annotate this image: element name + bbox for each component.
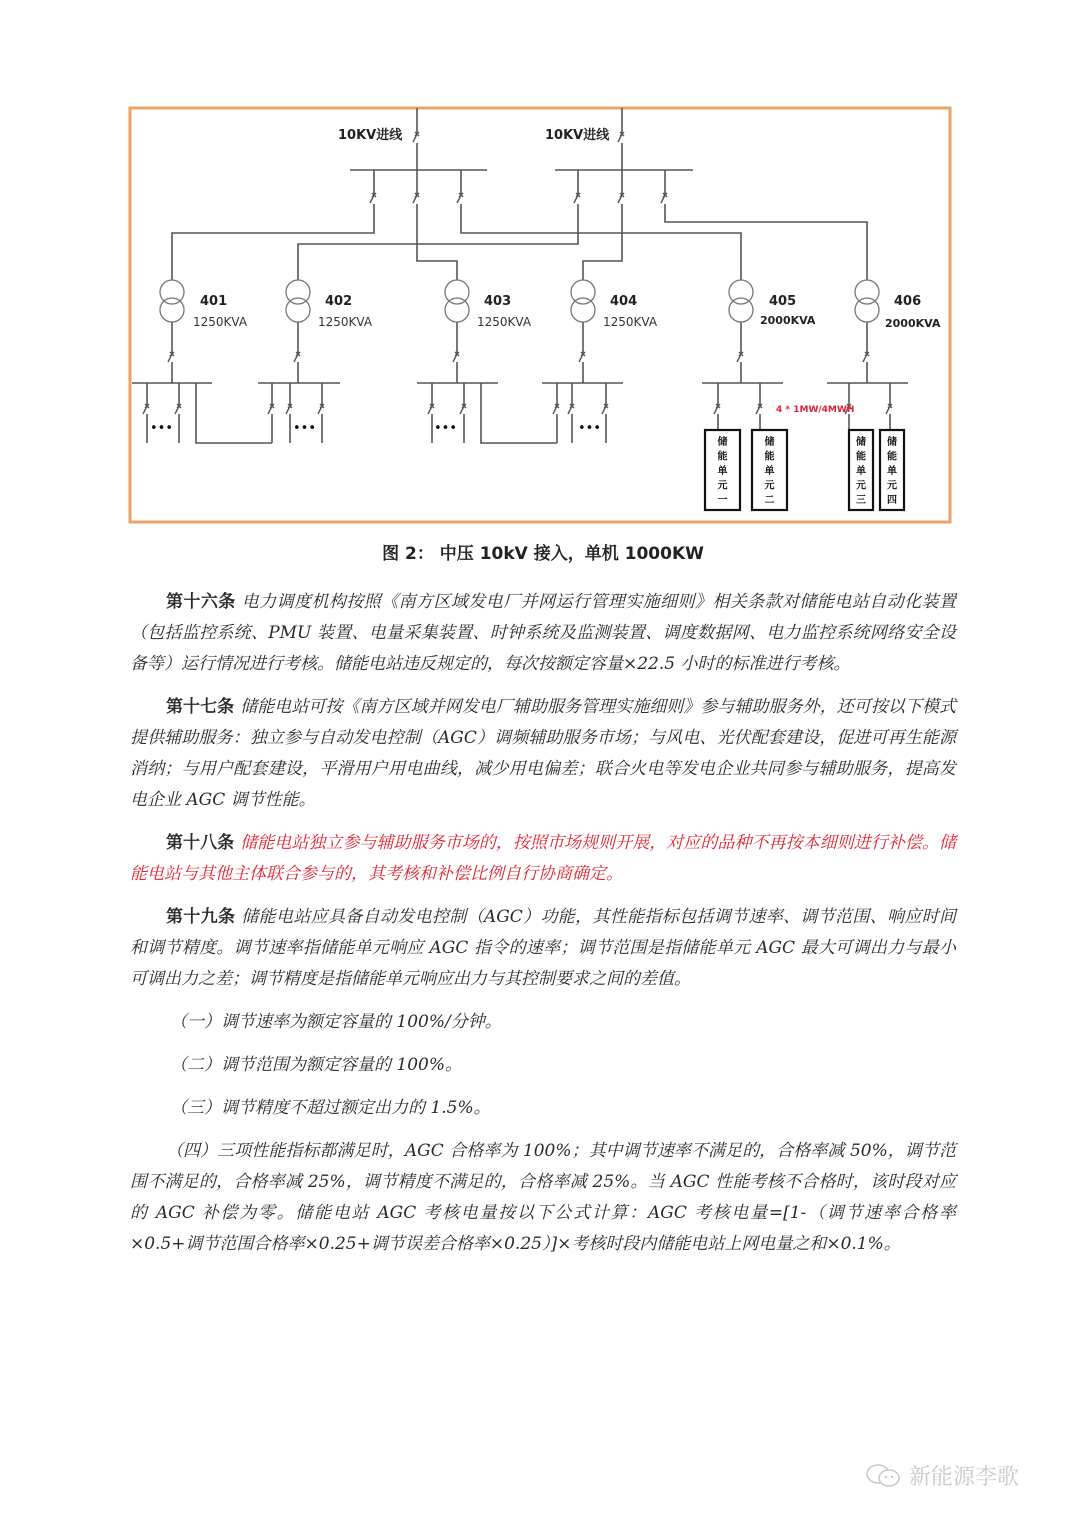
transformer-405-rating: 2000KVA <box>760 314 816 327</box>
transformer-406-rating: 2000KVA <box>885 317 941 330</box>
article-17-body: 储能电站可按《南方区域并网发电厂辅助服务管理实施细则》参与辅助服务外，还可按以下模式提供辅助服务：独立参与自动发电控制（AGC）调频辅助服务市场；与风电、光伏配套建设，促进可再生能源消纳；与用户配套建设，平滑用户用电曲线，减少用电偏差；联合火电等发电企业共同参与辅助服务，提高发电企业 AGC 调节性能。 <box>130 697 957 810</box>
feed-404-route <box>583 204 622 280</box>
article-18-lead: 第十八条 <box>166 833 235 853</box>
wechat-icon <box>865 1463 903 1489</box>
storage-unit-2 <box>752 430 787 510</box>
storage-unit-3 <box>849 430 873 510</box>
transformer-401-id: 401 <box>200 294 228 309</box>
article-19 <box>130 902 956 995</box>
transformer-403-rating: 1250KVA <box>477 315 532 329</box>
outgoing-breaker-icon <box>428 404 434 414</box>
lv-breaker-1-icon <box>168 352 174 362</box>
article-18-body: 储能电站独立参与辅助服务市场的，按照市场规则开展，对应的品种不再按本细则进行补偿。储能电站与其他主体联合参与的，其考核和补偿比例自行协商确定。 <box>130 833 957 884</box>
figure-caption: 图 2： 中压 10kV 接入，单机 1000KW <box>382 544 704 564</box>
ellipsis-bus-401: ••• <box>150 421 174 436</box>
feeder-breaker-1-icon <box>413 132 419 142</box>
requirement-4: （四）三项性能指标都满足时，AGC 合格率为 100%；其中调节速率不满足的，合格率减 50%，调节范围不满足的，合格率减 25%，调节精度不满足的，合格率减 25%。当 AGC 性能考核不合格时，该时段对应的 AGC 补偿为零。储能电站 AGC 考核电量按以下公式计算：AGC 考核电量=[1-（调节速率合格率×0.5+调节范围合格率×0.25+调节误差合格率×0.25）]×考核时段内储能电站上网电量之和×0.1%。 <box>130 1141 956 1254</box>
storage-unit-char: 一 <box>717 495 728 506</box>
lv-breaker-3-icon <box>453 352 459 362</box>
diagram-frame <box>130 108 950 522</box>
requirement-2: （二）调节范围为额定容量的 100%。 <box>170 1055 463 1075</box>
storage-unit-char: 能 <box>717 451 728 463</box>
outgoing-breaker-icon <box>318 404 324 414</box>
requirement-3: （三）调节精度不超过额定出力的 1.5%。 <box>170 1098 491 1118</box>
outgoing-breaker-icon <box>568 404 574 414</box>
outgoing-breaker-icon <box>602 404 608 414</box>
transformer-icon <box>160 280 184 322</box>
feeder-label-2: 10KV进线 <box>545 128 610 143</box>
feed-403-breaker-icon <box>413 193 419 203</box>
storage-unit-char: 单 <box>764 466 775 477</box>
article-17-lead: 第十七条 <box>166 697 235 717</box>
outgoing-breaker-icon <box>886 404 892 414</box>
feed-401-route <box>172 204 374 280</box>
storage-unit-1 <box>705 430 740 510</box>
outgoing-breaker-icon <box>143 404 149 414</box>
transformer-icon <box>729 280 753 322</box>
transformer-401-rating: 1250KVA <box>193 315 248 329</box>
transformer-icon <box>855 280 879 322</box>
transformer-406-id: 406 <box>894 294 922 309</box>
storage-unit-char: 单 <box>887 466 897 477</box>
outgoing-breaker-icon <box>268 404 274 414</box>
transformer-405-id: 405 <box>769 294 797 309</box>
transformer-403-id: 403 <box>484 294 512 309</box>
storage-unit-char: 二 <box>764 495 775 506</box>
outgoing-breaker-icon <box>553 404 559 414</box>
outgoing-breaker-icon <box>460 404 466 414</box>
ellipsis-bus-403: ••• <box>434 421 458 436</box>
feed-402-breaker-icon <box>574 193 580 203</box>
outgoing-breaker-icon <box>714 404 720 414</box>
storage-unit-char: 元 <box>887 480 897 492</box>
feed-405-breaker-icon <box>457 193 463 203</box>
storage-unit-char: 能 <box>856 451 866 463</box>
storage-unit-char: 储 <box>856 437 866 448</box>
storage-unit-char: 元 <box>856 480 866 492</box>
feed-402-route <box>298 204 578 280</box>
storage-unit-char: 三 <box>856 495 866 506</box>
outgoing-breaker-icon <box>286 404 292 414</box>
transformer-icon <box>571 280 595 322</box>
article-18 <box>130 828 956 890</box>
storage-unit-char: 能 <box>764 451 775 463</box>
storage-unit-char: 元 <box>717 480 728 492</box>
storage-unit-char: 能 <box>887 451 897 463</box>
storage-unit-char: 储 <box>764 437 775 448</box>
article-19-body: 储能电站应具备自动发电控制（AGC）功能，其性能指标包括调节速率、调节范围、响应时间和调节精度。调节速率指储能单元响应 AGC 指令的速率；调节范围是指储能单元 AGC 最大可调出力与最小可调出力之差；调节精度是指储能单元响应出力与其控制要求之间的差值。 <box>130 907 957 989</box>
feed-405-route <box>461 204 741 280</box>
feed-406-route <box>665 204 867 280</box>
feed-403-route <box>417 204 457 280</box>
transformer-402-rating: 1250KVA <box>318 315 373 329</box>
article-16-body: 电力调度机构按照《南方区域发电厂并网运行管理实施细则》相关条款对储能电站自动化装置（包括监控系统、PMU 装置、电量采集装置、时钟系统及监测装置、调度数据网、电力监控系统网络安全设备等）运行情况进行考核。储能电站违反规定的，每次按额定容量×22.5 小时的标准进行考核。 <box>130 592 957 674</box>
tie-line-401-402 <box>196 383 272 443</box>
tie-line-403-404 <box>481 383 557 443</box>
storage-unit-4 <box>880 430 904 510</box>
outgoing-breaker-icon <box>756 404 762 414</box>
storage-unit-char: 储 <box>717 437 728 448</box>
storage-unit-char: 单 <box>717 466 728 477</box>
feeder-label-1: 10KV进线 <box>338 128 403 143</box>
article-16-lead: 第十六条 <box>166 592 236 612</box>
ellipsis-bus-402: ••• <box>293 421 317 436</box>
transformer-icon <box>445 280 469 322</box>
lv-breaker-2-icon <box>294 352 300 362</box>
storage-capacity-note: 4 * 1MW/4MWH <box>776 405 855 415</box>
outgoing-breaker-icon <box>175 404 181 414</box>
article-19-lead: 第十九条 <box>166 907 236 927</box>
lv-breaker-4-icon <box>579 352 585 362</box>
requirement-1: （一）调节速率为额定容量的 100%/分钟。 <box>170 1012 502 1032</box>
single-line-diagram <box>0 0 1080 530</box>
transformer-404-id: 404 <box>610 294 638 309</box>
storage-unit-char: 单 <box>856 466 866 477</box>
watermark-text: 新能源李歌 <box>909 1465 1020 1490</box>
document-body <box>130 541 956 1272</box>
article-16 <box>130 587 956 680</box>
storage-unit-char: 四 <box>887 495 897 506</box>
transformer-icon <box>286 280 310 322</box>
transformer-404-rating: 1250KVA <box>603 315 658 329</box>
feed-401-breaker-icon <box>370 193 376 203</box>
lv-breaker-6-icon <box>863 352 869 362</box>
feeder-breaker-2-icon <box>618 132 624 142</box>
feed-404-breaker-icon <box>618 193 624 203</box>
feed-406-breaker-icon <box>661 193 667 203</box>
ellipsis-bus-404: ••• <box>578 421 602 436</box>
lv-breaker-5-icon <box>737 352 743 362</box>
storage-unit-char: 储 <box>887 437 897 448</box>
transformer-402-id: 402 <box>325 294 353 309</box>
article-17 <box>130 692 956 816</box>
storage-unit-char: 元 <box>764 480 775 492</box>
watermark <box>865 1460 1019 1491</box>
